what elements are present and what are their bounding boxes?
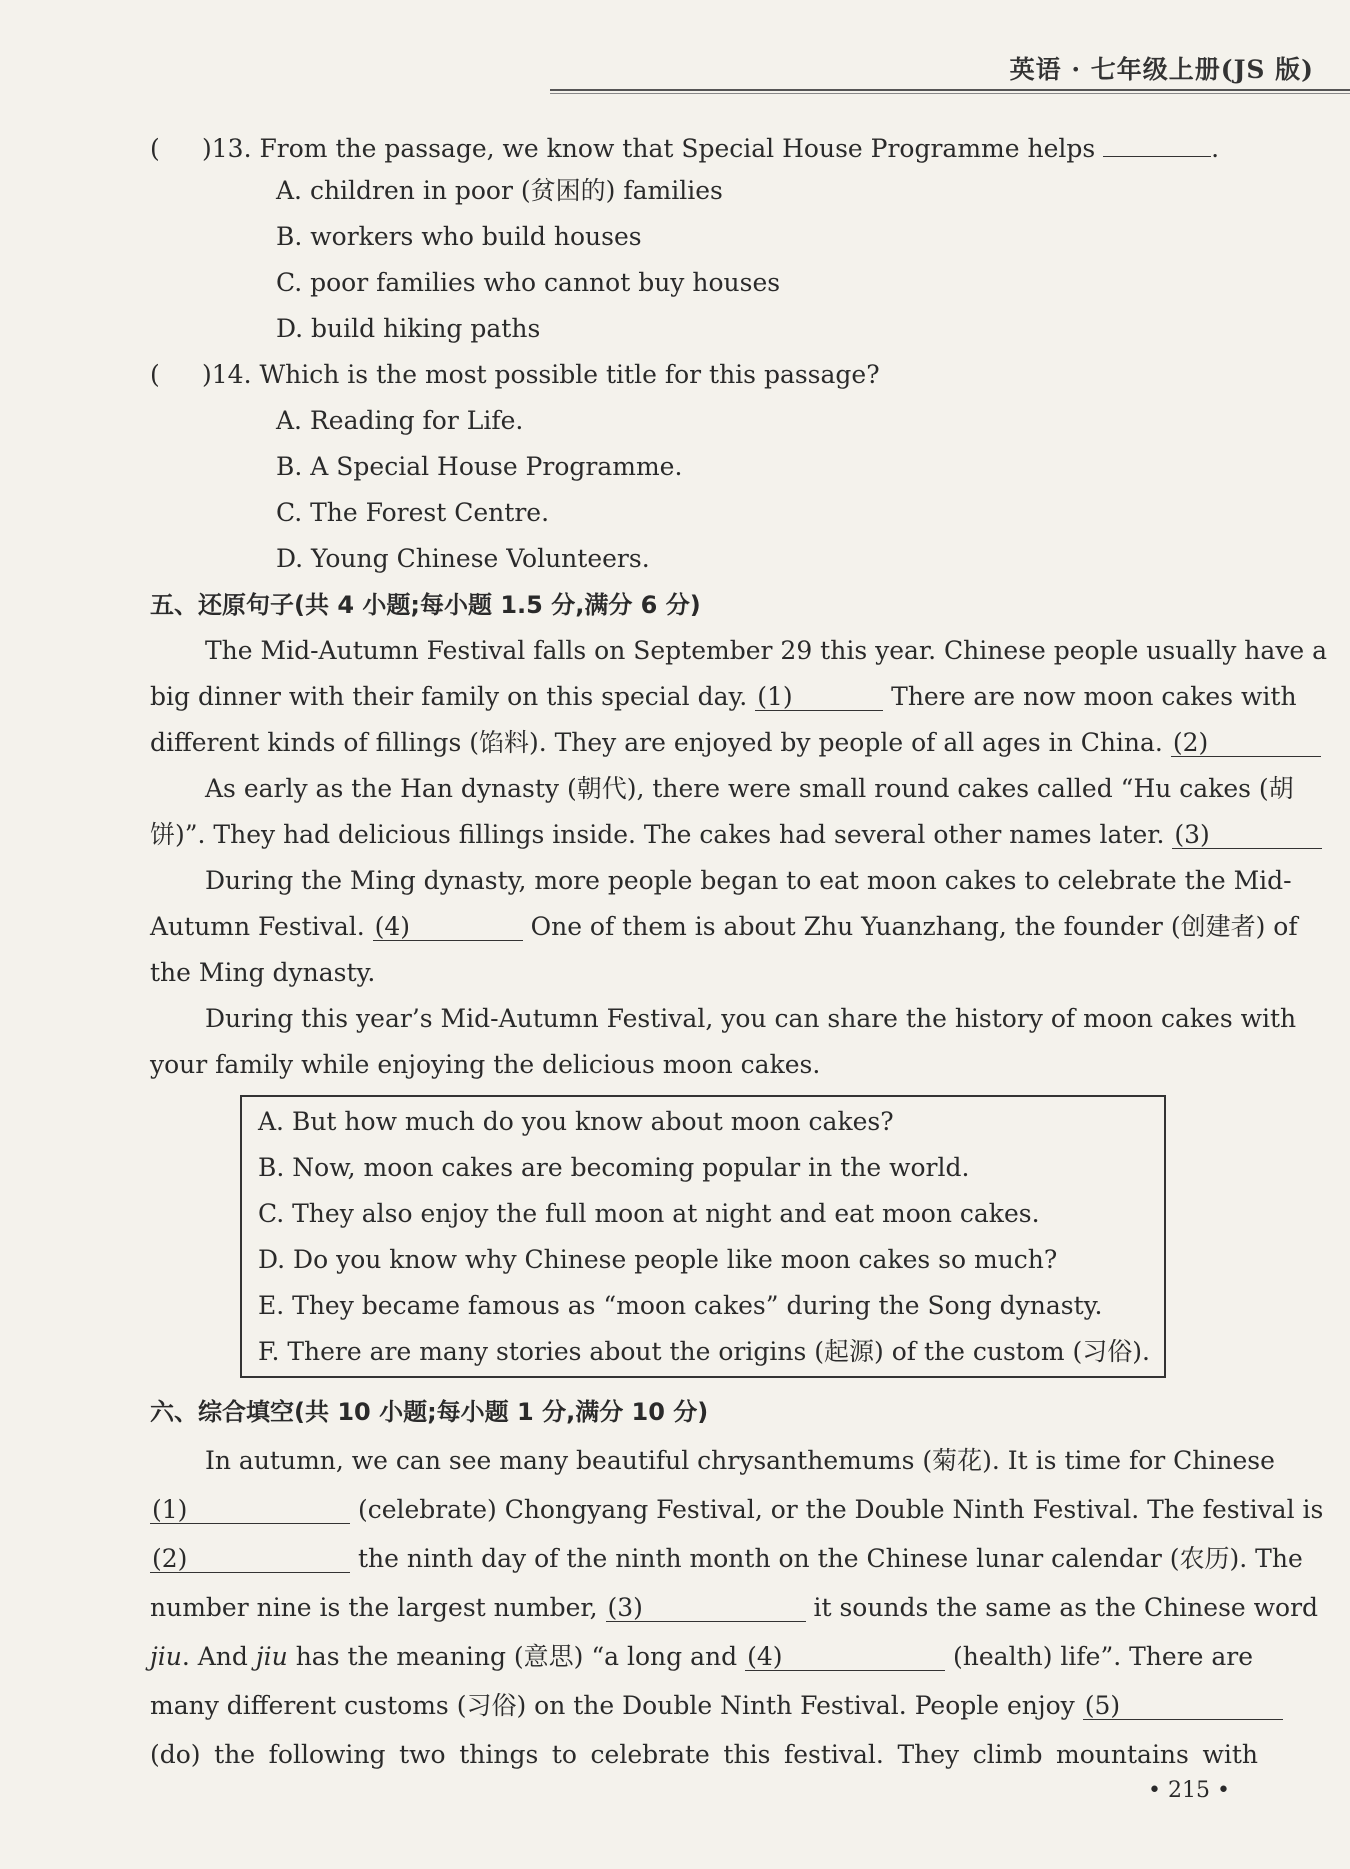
passage-text: (health) life”. There are bbox=[953, 1642, 1254, 1671]
passage-text: 饼)”. They had delicious fillings inside. The cakes had several other names later. bbox=[150, 820, 1165, 849]
box-option-b: B. Now, moon cakes are becoming popular in the world. bbox=[258, 1153, 970, 1182]
passage-text: One of them is about Zhu Yuanzhang, the founder (创建者) of bbox=[530, 912, 1298, 941]
passage-text: it sounds the same as the Chinese word bbox=[813, 1593, 1319, 1622]
passage-line: The Mid-Autumn Festival falls on September 29 this year. Chinese people usually have a bbox=[205, 636, 1328, 665]
passage-text: jiu bbox=[255, 1642, 288, 1671]
option-d: D. build hiking paths bbox=[276, 314, 541, 343]
blank-number: (1) bbox=[152, 1495, 188, 1524]
answer-blank-2[interactable] bbox=[1171, 730, 1321, 757]
passage-text: (celebrate) Chongyang Festival, or the Double Ninth Festival. The festival is bbox=[357, 1495, 1324, 1524]
passage-line bbox=[150, 1593, 1318, 1623]
passage-text: the ninth day of the ninth month on the Chinese lunar calendar (农历). The bbox=[357, 1544, 1303, 1573]
question-13-stem: )13. From the passage, we know that Special House Programme helps bbox=[202, 134, 1096, 163]
answer-blank-3[interactable] bbox=[606, 1595, 806, 1622]
blank-number: (4) bbox=[374, 912, 411, 941]
answer-blank-4[interactable] bbox=[373, 914, 523, 941]
answer-blank-2[interactable] bbox=[150, 1546, 350, 1573]
question-14 bbox=[150, 360, 880, 390]
option-a: A. Reading for Life. bbox=[276, 406, 524, 435]
passage-line bbox=[150, 1544, 1303, 1574]
answer-blank-1[interactable] bbox=[755, 684, 883, 711]
section-5-heading: 五、还原句子(共 4 小题;每小题 1.5 分,满分 6 分) bbox=[150, 591, 701, 619]
passage-line: During this year’s Mid-Autumn Festival, you can share the history of moon cakes with bbox=[205, 1004, 1297, 1033]
passage-line: As early as the Han dynasty (朝代), there were small round cakes called “Hu cakes (胡 bbox=[205, 774, 1294, 803]
header-rule-thin bbox=[550, 93, 1350, 94]
option-a: A. children in poor (贫困的) families bbox=[276, 176, 723, 205]
option-c: C. The Forest Centre. bbox=[276, 498, 550, 527]
question-13 bbox=[150, 130, 1219, 164]
passage-text: has the meaning (意思) “a long and bbox=[295, 1642, 738, 1671]
option-d: D. Young Chinese Volunteers. bbox=[276, 544, 650, 573]
passage-line: During the Ming dynasty, more people began to eat moon cakes to celebrate the Mid- bbox=[205, 866, 1292, 895]
passage-line bbox=[150, 1495, 1323, 1525]
option-c: C. poor families who cannot buy houses bbox=[276, 268, 781, 297]
answer-blank[interactable] bbox=[1103, 130, 1211, 157]
book-header-title: 英语 · 七年级上册(JS 版) bbox=[1009, 55, 1314, 84]
header-rule bbox=[550, 89, 1350, 91]
passage-line: the Ming dynasty. bbox=[150, 958, 376, 987]
passage-text: There are now moon cakes with bbox=[891, 682, 1297, 711]
passage-line bbox=[150, 820, 1322, 850]
answer-blank-3[interactable] bbox=[1172, 822, 1322, 849]
answer-blank-5[interactable] bbox=[1083, 1693, 1283, 1720]
box-option-f: F. There are many stories about the origins (起源) of the custom (习俗). bbox=[258, 1337, 1150, 1366]
box-option-c: C. They also enjoy the full moon at night and eat moon cakes. bbox=[258, 1199, 1040, 1228]
passage-line: In autumn, we can see many beautiful chrysanthemums (菊花). It is time for Chinese bbox=[205, 1446, 1275, 1475]
box-option-e: E. They became famous as “moon cakes” during the Song dynasty. bbox=[258, 1291, 1103, 1320]
passage-line bbox=[150, 1691, 1283, 1721]
passage-line: your family while enjoying the delicious moon cakes. bbox=[150, 1050, 821, 1079]
passage-text: . And bbox=[181, 1642, 248, 1671]
passage-line bbox=[150, 912, 1298, 942]
blank-number: (3) bbox=[607, 1593, 643, 1622]
passage-line bbox=[150, 728, 1321, 758]
blank-number: (3) bbox=[1174, 820, 1210, 849]
blank-number: (4) bbox=[747, 1642, 783, 1671]
answer-blank-1[interactable] bbox=[150, 1497, 350, 1524]
passage-text: jiu bbox=[150, 1642, 182, 1671]
passage-text: different kinds of fillings (馅料). They are enjoyed by people of all ages in China. bbox=[150, 728, 1163, 757]
passage-line bbox=[150, 682, 1297, 712]
blank-number: (2) bbox=[1172, 728, 1209, 757]
passage-text: Autumn Festival. bbox=[150, 912, 365, 941]
blank-number: (5) bbox=[1084, 1691, 1121, 1720]
box-option-a: A. But how much do you know about moon cakes? bbox=[258, 1107, 894, 1136]
option-b: B. A Special House Programme. bbox=[276, 452, 683, 481]
option-b: B. workers who build houses bbox=[276, 222, 642, 251]
blank-number: (1) bbox=[757, 682, 793, 711]
options-box bbox=[240, 1095, 1166, 1378]
passage-line bbox=[150, 1642, 1253, 1672]
section-6-heading: 六、综合填空(共 10 小题;每小题 1 分,满分 10 分) bbox=[150, 1398, 709, 1426]
blank-number: (2) bbox=[152, 1544, 188, 1573]
passage-text: number nine is the largest number, bbox=[150, 1593, 598, 1622]
box-option-d: D. Do you know why Chinese people like moon cakes so much? bbox=[258, 1245, 1058, 1274]
page-number: • 215 • bbox=[1148, 1778, 1230, 1803]
passage-text: many different customs (习俗) on the Double Ninth Festival. People enjoy bbox=[150, 1691, 1075, 1720]
question-13-end: . bbox=[1211, 134, 1220, 163]
passage-line: (do) the following two things to celebrate this festival. They climb mountains with bbox=[150, 1740, 1258, 1769]
question-14-stem: )14. Which is the most possible title for this passage? bbox=[202, 360, 880, 389]
answer-paren: ( bbox=[150, 134, 160, 163]
answer-blank-4[interactable] bbox=[745, 1644, 945, 1671]
passage-text: big dinner with their family on this special day. bbox=[150, 682, 748, 711]
answer-paren: ( bbox=[150, 360, 160, 389]
